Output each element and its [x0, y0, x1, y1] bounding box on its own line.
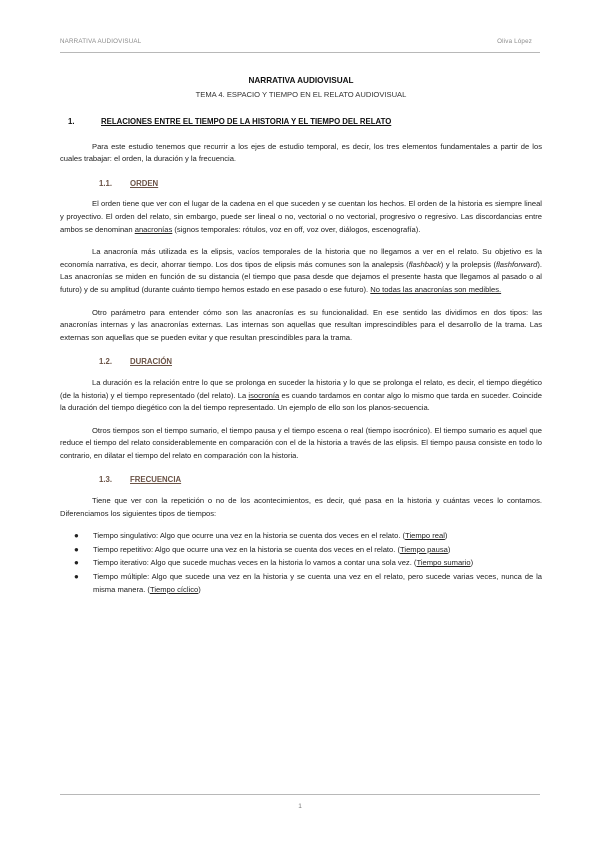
- section-heading-1: [60, 116, 542, 129]
- orden-paragraph-3: Otro parámetro para entender cómo son las anacronías es su funcionalidad. En ese sentido las dividimos en dos tipos: las anacronías internas y las anacronías externas. Las internas son aquellas que resultan imprescindibles para el desarrollo de la trama. Las externas son aquellas que se pueden evitar y que resultan prescindibles para la trama.: [60, 307, 542, 342]
- medibles-note: No todas las anacronías son medibles.: [370, 284, 502, 294]
- bullet-icon: ●: [74, 544, 79, 554]
- list-item-term: Tiempo cíclico: [149, 584, 199, 594]
- duracion-paragraph-1: La duración es la relación entre lo que se prolonga en suceder la historia y lo que se prolonga el relato, es decir, el tiempo diegético (de la historia) y el tiempo representado (del relato). La isocronía es cuando tardamos en contar algo lo mismo que tarda en suceder. Coincide la duración del tiempo diegético con la del tiempo representado. Un ejemplo de ello son los planos-secuencia.: [60, 377, 542, 413]
- isocronia-term: isocronía: [248, 390, 280, 400]
- subsection-number: 1.1.: [99, 178, 113, 188]
- anacronias-term: anacronías: [134, 224, 173, 234]
- list-item-term: Tiempo sumario: [416, 558, 471, 568]
- page-number: 1: [298, 803, 302, 810]
- subsection-title: FRECUENCIA: [130, 475, 182, 485]
- frecuencia-intro-paragraph: Tiene que ver con la repetición o no de los acontecimientos, es decir, qué pasa en la historia y cuántas veces lo contamos. Diferenciamos los siguientes tipos de tiempos:: [60, 496, 542, 518]
- section-intro-paragraph: Para este estudio tenemos que recurrir a los ejes de estudio temporal, es decir, los tres elementos fundamentales a partir de los cuales trabajar: el orden, la duración y la frecuencia.: [60, 141, 542, 164]
- document-body: [60, 75, 542, 597]
- list-item: ● Tiempo iterativo: Algo que sucede muchas veces en la historia lo vamos a contar una sola vez. (Tiempo sumario): [60, 557, 542, 570]
- section-title: RELACIONES ENTRE EL TIEMPO DE LA HISTORIA Y EL TIEMPO DEL RELATO: [101, 117, 392, 126]
- subsection-number: 1.3.: [99, 475, 113, 485]
- footer-divider: [60, 794, 540, 795]
- subsection-heading-duracion: [60, 356, 542, 369]
- time-types-list: [60, 530, 542, 596]
- running-header-left: NARRATIVA AUDIOVISUAL: [60, 38, 142, 45]
- list-item: ● Tiempo singulativo: Algo que ocurre una vez en la historia se cuenta dos veces en el relato. (Tiempo real): [60, 530, 542, 543]
- bullet-icon: ●: [74, 531, 79, 541]
- subsection-number: 1.2.: [99, 357, 113, 367]
- document-title: NARRATIVA AUDIOVISUAL: [248, 76, 354, 85]
- orden-paragraph-2: La anacronía más utilizada es la elipsis, vacíos temporales de la historia que no llegamos a ver en el relato. Su objetivo es la economía narrativa, es decir, ahorrar tiempo. Los dos tipos de elipsis más comunes son la analepsis (flashback) y la prolepsis (flashforward). Las anacronías se miden en función de su distancia (el tiempo que pasa desde que dejamos el presente hasta que llegamos al pasado o al futuro) y de su amplitud (durante cuánto tiempo hemos estado en ese pasado o ese futuro). No todas las anacronías son medibles.: [60, 247, 542, 294]
- list-item: ● Tiempo múltiple: Algo que sucede una vez en la historia y se cuenta una vez en el relato, pero sucede varias veces, nunca de la misma manera. (Tiempo cíclico): [74, 572, 542, 594]
- list-item-term: Tiempo real: [405, 531, 445, 541]
- section-number: 1.: [68, 117, 75, 126]
- header-divider: [60, 52, 540, 53]
- subsection-title: ORDEN: [130, 178, 159, 188]
- subsection-heading-frecuencia: [60, 474, 542, 487]
- subsection-title: DURACIÓN: [130, 357, 173, 367]
- duracion-paragraph-2: Otros tiempos son el tiempo sumario, el tiempo pausa y el tiempo escena o real (tiempo isocrónico). El tiempo sumario es aquel que reduce el tiempo del relato considerablemente en comparación con el de la historia a través de las elipsis. El tiempo pausa consiste en todo lo contrario, en dilatar el tiempo del relato en comparación con la historia.: [60, 425, 542, 460]
- bullet-icon: ●: [74, 572, 79, 582]
- orden-paragraph-1: El orden tiene que ver con el lugar de la cadena en el que suceden y se cuentan los hechos. El orden de la historia es siempre lineal y proyectivo. El orden del relato, sin embargo, puede ser lineal o no, vectorial o no vectorial, progresivo o regresivo. Las discordancias entre ambos se denominan anacronías (signos temporales: rótulos, voz en off, voz over, diálogos, escenografía).: [60, 199, 542, 234]
- document-subtitle: TEMA 4. ESPACIO Y TIEMPO EN EL RELATO AUDIOVISUAL: [195, 90, 407, 99]
- bullet-icon: ●: [74, 558, 79, 568]
- subsection-heading-orden: [60, 178, 542, 191]
- list-item: ● Tiempo repetitivo: Algo que ocurre una vez en la historia se cuenta dos veces en el relato. (Tiempo pausa): [60, 544, 542, 557]
- running-header-right: Oliva López: [497, 38, 532, 45]
- list-item-term: Tiempo pausa: [400, 544, 448, 554]
